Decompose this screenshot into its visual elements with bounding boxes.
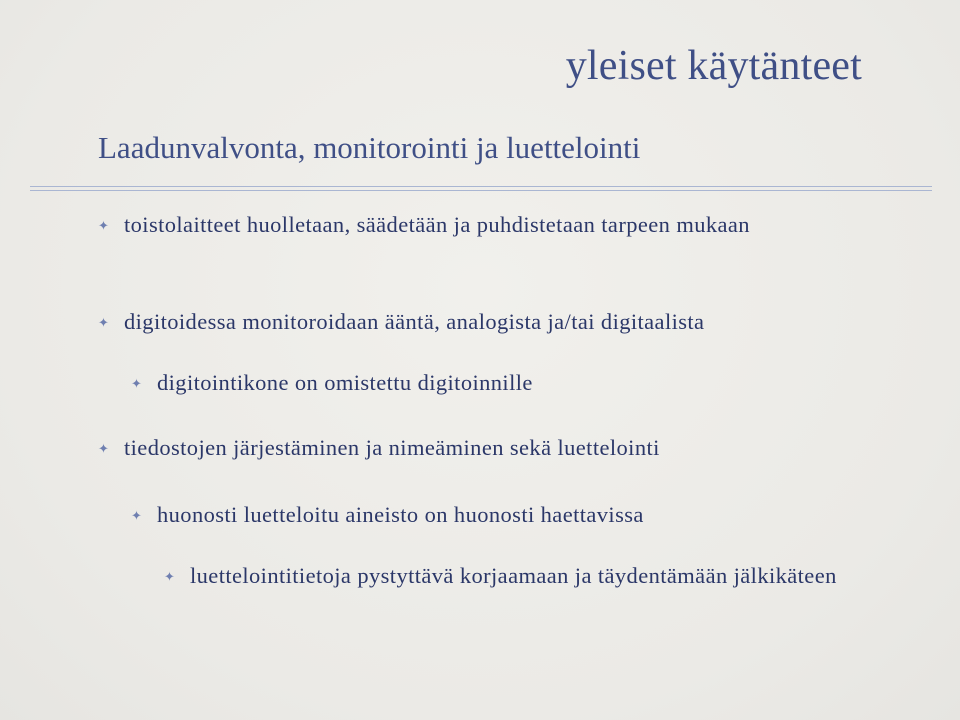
sparkle-star-icon: ✦ [131, 508, 143, 523]
bullet-item [164, 560, 870, 591]
sparkle-star-icon: ✦ [98, 218, 110, 233]
bullet-text: luettelointitietoja pystyttävä korjaamaan ja täydentämään jälkikäteen [190, 563, 837, 588]
bullet-text: tiedostojen järjestäminen ja nimeäminen sekä luettelointi [124, 435, 660, 460]
bullet-item [98, 209, 844, 240]
section-title: yleiset käytänteet [565, 43, 862, 89]
bullet-item [131, 367, 857, 398]
bullet-item [98, 306, 844, 337]
bullet-text: toistolaitteet huolletaan, säädetään ja puhdistetaan tarpeen mukaan [124, 212, 750, 237]
bullet-item [98, 432, 844, 463]
bullet-text: digitointikone on omistettu digitoinnille [157, 370, 533, 395]
bullet-text: digitoidessa monitoroidaan ääntä, analogista ja/tai digitaalista [124, 309, 705, 334]
sparkle-star-icon: ✦ [164, 569, 176, 584]
bullet-item [131, 499, 857, 530]
sparkle-star-icon: ✦ [98, 441, 110, 456]
sparkle-star-icon: ✦ [98, 315, 110, 330]
slide-subtitle: Laadunvalvonta, monitorointi ja luettelointi [98, 130, 641, 165]
bullet-text: huonosti luetteloitu aineisto on huonosti haettavissa [157, 502, 644, 527]
sparkle-star-icon: ✦ [131, 376, 143, 391]
